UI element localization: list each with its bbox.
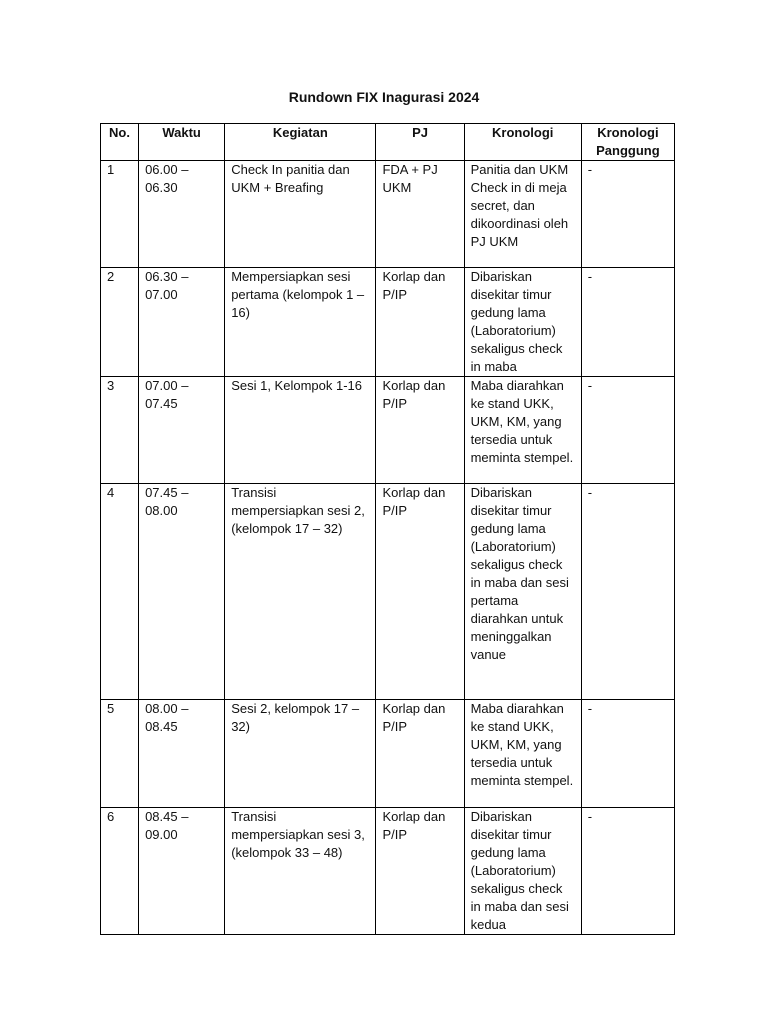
cell-waktu: 08.00 – 08.45 (139, 700, 225, 808)
table-row (101, 268, 675, 377)
header-kronologi: Kronologi (464, 124, 581, 161)
cell-kronologi: Maba diarahkan ke stand UKK, UKM, KM, yang tersedia untuk meminta stempel. (464, 377, 581, 484)
cell-kronologi-panggung: - (581, 808, 674, 935)
table-body (101, 161, 675, 935)
cell-kronologi: Dibariskan disekitar timur gedung lama (Laboratorium) sekaligus check in maba dan sesi pertama diarahkan untuk meninggalkan vanue (464, 484, 581, 700)
cell-no: 4 (101, 484, 139, 700)
table-row (101, 484, 675, 700)
cell-kronologi-panggung: - (581, 700, 674, 808)
cell-kronologi-panggung: - (581, 161, 674, 268)
cell-pj: Korlap dan P/IP (376, 808, 464, 935)
cell-kegiatan: Transisi mempersiapkan sesi 2, (kelompok 17 – 32) (225, 484, 376, 700)
cell-kegiatan: Sesi 1, Kelompok 1-16 (225, 377, 376, 484)
cell-pj: Korlap dan P/IP (376, 484, 464, 700)
cell-pj: Korlap dan P/IP (376, 700, 464, 808)
document-title: Rundown FIX Inagurasi 2024 (288, 89, 480, 105)
cell-no: 1 (101, 161, 139, 268)
header-no: No. (101, 124, 139, 161)
cell-kronologi-panggung: - (581, 484, 674, 700)
cell-kegiatan: Check In panitia dan UKM + Breafing (225, 161, 376, 268)
header-waktu: Waktu (139, 124, 225, 161)
header-row (101, 124, 675, 161)
cell-kronologi: Maba diarahkan ke stand UKK, UKM, KM, yang tersedia untuk meminta stempel. (464, 700, 581, 808)
rundown-table (100, 123, 675, 935)
cell-kegiatan: Mempersiapkan sesi pertama (kelompok 1 – 16) (225, 268, 376, 377)
cell-kronologi: Dibariskan disekitar timur gedung lama (Laboratorium) sekaligus check in maba (464, 268, 581, 377)
cell-no: 6 (101, 808, 139, 935)
cell-pj: Korlap dan P/IP (376, 377, 464, 484)
cell-pj: Korlap dan P/IP (376, 268, 464, 377)
table-row (101, 700, 675, 808)
cell-kegiatan: Transisi mempersiapkan sesi 3, (kelompok 33 – 48) (225, 808, 376, 935)
cell-kronologi-panggung: - (581, 268, 674, 377)
cell-waktu: 07.45 – 08.00 (139, 484, 225, 700)
header-pj: PJ (376, 124, 464, 161)
table-row (101, 161, 675, 268)
header-kegiatan: Kegiatan (225, 124, 376, 161)
cell-kegiatan: Sesi 2, kelompok 17 – 32) (225, 700, 376, 808)
cell-kronologi-panggung: - (581, 377, 674, 484)
cell-pj: FDA + PJ UKM (376, 161, 464, 268)
cell-kronologi: Panitia dan UKM Check in di meja secret, dan dikoordinasi oleh PJ UKM (464, 161, 581, 268)
cell-no: 5 (101, 700, 139, 808)
table-row (101, 808, 675, 935)
table-row (101, 377, 675, 484)
cell-no: 2 (101, 268, 139, 377)
cell-waktu: 08.45 – 09.00 (139, 808, 225, 935)
header-kronologi-panggung: Kronologi Panggung (581, 124, 674, 161)
table-header (101, 124, 675, 161)
cell-waktu: 07.00 – 07.45 (139, 377, 225, 484)
cell-waktu: 06.30 – 07.00 (139, 268, 225, 377)
cell-no: 3 (101, 377, 139, 484)
cell-kronologi: Dibariskan disekitar timur gedung lama (Laboratorium) sekaligus check in maba dan sesi kedua (464, 808, 581, 935)
cell-waktu: 06.00 – 06.30 (139, 161, 225, 268)
